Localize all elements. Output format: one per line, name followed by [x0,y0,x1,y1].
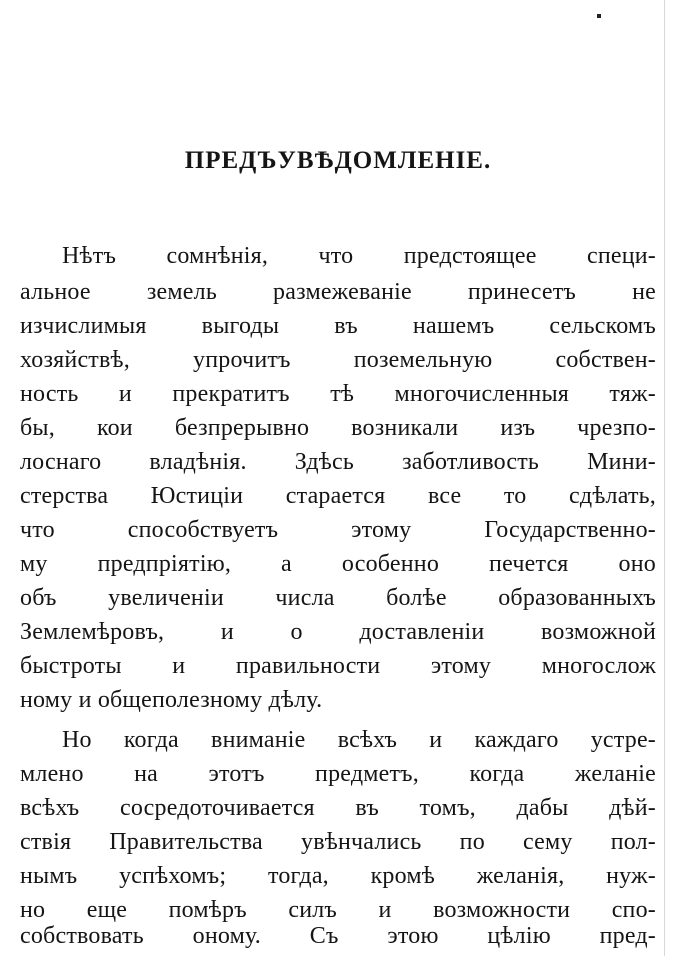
text-line: объ увеличеніи числа болѣе образованныхъ [20,585,656,611]
page-heading: ПРЕДЪУВѢДОМЛЕНІЕ. [184,147,492,174]
text-line: Землемѣровъ, и о доставленіи возможной [20,619,656,645]
page-edge-line [664,0,665,956]
text-line: му предпріятію, а особенно печется оно [20,551,656,577]
text-line: что способствуетъ этому Государственно- [20,517,656,543]
text-line: изчислимыя выгоды въ нашемъ сельскомъ [20,313,656,339]
text-line: бы, кои безпрерывно возникали изъ чрезпо- [20,415,656,441]
text-line: альное земель размежеваніе принесетъ не [20,279,656,305]
text-line: собствовать оному. Съ этою цѣлію пред- [20,923,656,949]
text-line: ность и прекратитъ тѣ многочисленныя тяж- [20,381,656,407]
text-line: но еще помѣръ силъ и возможности спо- [20,897,656,923]
text-line: стерства Юстиціи старается все то сдѣлать, [20,483,656,509]
print-mark [597,14,601,18]
text-line: быстроты и правильности этому многослож [20,653,656,679]
text-line: Но когда вниманіе всѣхъ и каждаго устре- [62,727,656,753]
text-line: Нѣтъ сомнѣнія, что предстоящее специ- [62,243,656,269]
text-line: ному и общеполезному дѣлу. [20,687,323,713]
text-line: млено на этотъ предметъ, когда желаніе [20,761,656,787]
text-line: хозяйствѣ, упрочитъ поземельную собствен- [20,347,656,373]
text-line: лоснаго владѣнія. Здѣсь заботливость Мини- [20,449,656,475]
text-line: ствія Правительства увѣнчались по сему пол- [20,829,656,855]
text-line: нымъ успѣхомъ; тогда, кромѣ желанія, нуж- [20,863,656,889]
text-line: всѣхъ сосредоточивается въ томъ, дабы дѣй- [20,795,656,821]
